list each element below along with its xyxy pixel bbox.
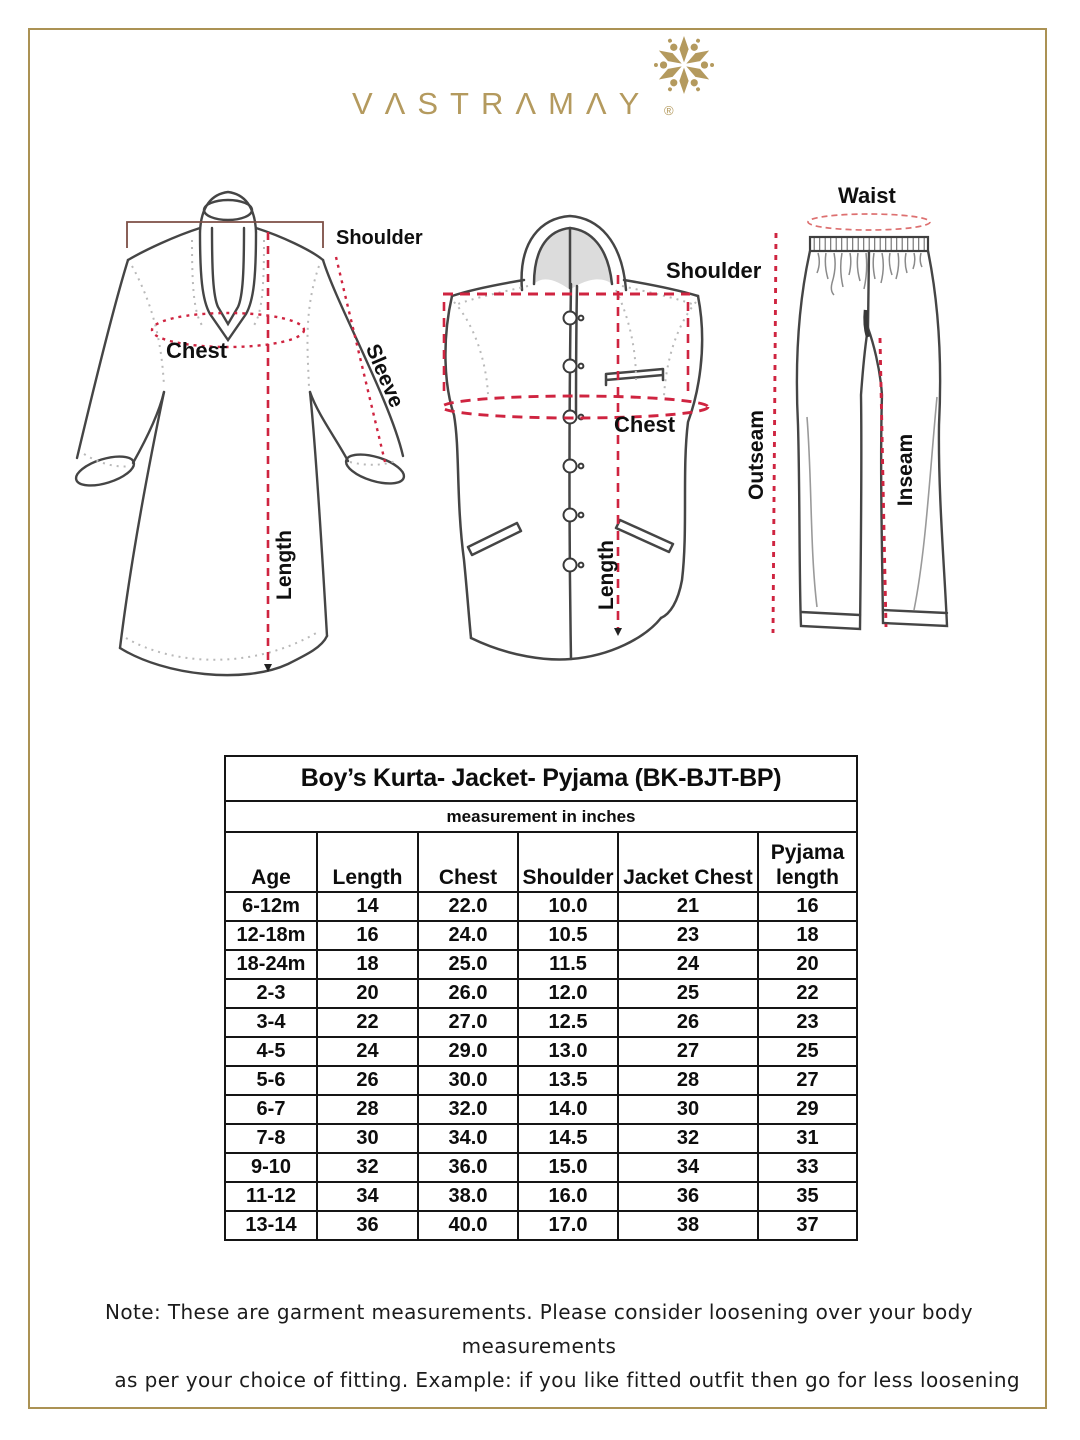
jacket-diagram bbox=[430, 170, 780, 730]
kurta-length-label: Length bbox=[273, 530, 296, 600]
table-cell: 34 bbox=[317, 1182, 418, 1211]
column-header-jacket-chest: Jacket Chest bbox=[618, 832, 758, 892]
table-row bbox=[225, 1124, 857, 1153]
table-cell: 6-12m bbox=[225, 892, 317, 921]
table-cell: 4-5 bbox=[225, 1037, 317, 1066]
table-cell: 27 bbox=[618, 1037, 758, 1066]
table-row bbox=[225, 1066, 857, 1095]
table-cell: 7-8 bbox=[225, 1124, 317, 1153]
table-cell: 11.5 bbox=[518, 950, 618, 979]
table-cell: 30 bbox=[618, 1095, 758, 1124]
column-header-pyjama-length: Pyjama length bbox=[758, 832, 857, 892]
jacket-measurement-lines bbox=[442, 275, 708, 636]
pyjama-outline bbox=[797, 251, 947, 629]
table-cell: 35 bbox=[758, 1182, 857, 1211]
table-cell: 23 bbox=[618, 921, 758, 950]
kurta-shoulder-label: Shoulder bbox=[336, 227, 423, 249]
table-cell: 32 bbox=[618, 1124, 758, 1153]
kurta-diagram bbox=[60, 170, 420, 730]
column-header-chest: Chest bbox=[418, 832, 518, 892]
table-cell: 22.0 bbox=[418, 892, 518, 921]
table-cell: 28 bbox=[317, 1095, 418, 1124]
table-cell: 16.0 bbox=[518, 1182, 618, 1211]
size-table bbox=[224, 755, 858, 1241]
column-header-age: Age bbox=[225, 832, 317, 892]
table-cell: 21 bbox=[618, 892, 758, 921]
table-cell: 36 bbox=[618, 1182, 758, 1211]
table-cell: 32 bbox=[317, 1153, 418, 1182]
table-cell: 40.0 bbox=[418, 1211, 518, 1240]
table-cell: 28 bbox=[618, 1066, 758, 1095]
table-cell: 32.0 bbox=[418, 1095, 518, 1124]
table-cell: 34 bbox=[618, 1153, 758, 1182]
table-cell: 18 bbox=[758, 921, 857, 950]
table-cell: 29 bbox=[758, 1095, 857, 1124]
flower-mandala-icon bbox=[648, 32, 720, 98]
table-cell: 24.0 bbox=[418, 921, 518, 950]
size-table-body bbox=[225, 892, 857, 1240]
table-cell: 13-14 bbox=[225, 1211, 317, 1240]
table-row bbox=[225, 979, 857, 1008]
kurta-measurement-lines bbox=[127, 222, 385, 672]
table-cell: 34.0 bbox=[418, 1124, 518, 1153]
table-cell: 11-12 bbox=[225, 1182, 317, 1211]
table-cell: 15.0 bbox=[518, 1153, 618, 1182]
table-row bbox=[225, 921, 857, 950]
table-cell: 2-3 bbox=[225, 979, 317, 1008]
table-cell: 10.5 bbox=[518, 921, 618, 950]
table-cell: 12.5 bbox=[518, 1008, 618, 1037]
table-cell: 25 bbox=[618, 979, 758, 1008]
table-cell: 18 bbox=[317, 950, 418, 979]
table-cell: 38.0 bbox=[418, 1182, 518, 1211]
table-row bbox=[225, 892, 857, 921]
kurta-outline bbox=[73, 192, 407, 675]
table-row bbox=[225, 1153, 857, 1182]
table-cell: 10.0 bbox=[518, 892, 618, 921]
table-title: Boy’s Kurta- Jacket- Pyjama (BK-BJT-BP) bbox=[225, 756, 857, 801]
table-cell: 22 bbox=[317, 1008, 418, 1037]
size-table-container bbox=[224, 755, 856, 1241]
table-cell: 12.0 bbox=[518, 979, 618, 1008]
table-cell: 12-18m bbox=[225, 921, 317, 950]
table-cell: 23 bbox=[758, 1008, 857, 1037]
measurement-note bbox=[30, 1295, 1048, 1397]
pyjama-waist-line bbox=[808, 214, 930, 230]
table-cell: 36.0 bbox=[418, 1153, 518, 1182]
table-cell: 36 bbox=[317, 1211, 418, 1240]
brand-logo-text: VΛSTRΛMΛY bbox=[352, 86, 652, 121]
table-cell: 16 bbox=[758, 892, 857, 921]
table-cell: 18-24m bbox=[225, 950, 317, 979]
table-cell: 13.0 bbox=[518, 1037, 618, 1066]
table-row bbox=[225, 1037, 857, 1066]
table-cell: 14.5 bbox=[518, 1124, 618, 1153]
table-cell: 27.0 bbox=[418, 1008, 518, 1037]
table-subtitle: measurement in inches bbox=[225, 801, 857, 832]
pyjama-inseam-label: Inseam bbox=[894, 433, 917, 507]
table-cell: 17.0 bbox=[518, 1211, 618, 1240]
table-row bbox=[225, 1182, 857, 1211]
table-cell: 30 bbox=[317, 1124, 418, 1153]
table-cell: 25.0 bbox=[418, 950, 518, 979]
table-cell: 31 bbox=[758, 1124, 857, 1153]
table-cell: 33 bbox=[758, 1153, 857, 1182]
table-header-row bbox=[225, 832, 857, 892]
table-cell: 6-7 bbox=[225, 1095, 317, 1124]
table-cell: 26.0 bbox=[418, 979, 518, 1008]
table-cell: 22 bbox=[758, 979, 857, 1008]
table-cell: 27 bbox=[758, 1066, 857, 1095]
table-cell: 24 bbox=[317, 1037, 418, 1066]
pyjama-outseam-line bbox=[773, 233, 776, 633]
table-row bbox=[225, 1095, 857, 1124]
pyjama-outseam-label: Outseam bbox=[745, 410, 768, 500]
table-cell: 13.5 bbox=[518, 1066, 618, 1095]
table-cell: 29.0 bbox=[418, 1037, 518, 1066]
table-cell: 26 bbox=[317, 1066, 418, 1095]
jacket-shoulder-label: Shoulder bbox=[666, 258, 762, 283]
jacket-neck-shade bbox=[534, 228, 612, 290]
table-cell: 38 bbox=[618, 1211, 758, 1240]
jacket-length-label: Length bbox=[595, 540, 618, 610]
pyjama-waistband bbox=[810, 237, 928, 251]
table-cell: 26 bbox=[618, 1008, 758, 1037]
table-cell: 14.0 bbox=[518, 1095, 618, 1124]
table-cell: 37 bbox=[758, 1211, 857, 1240]
table-cell: 14 bbox=[317, 892, 418, 921]
jacket-chest-label: Chest bbox=[614, 412, 676, 437]
table-cell: 20 bbox=[317, 979, 418, 1008]
kurta-chest-label: Chest bbox=[166, 338, 228, 363]
table-cell: 9-10 bbox=[225, 1153, 317, 1182]
registered-trademark-icon: ® bbox=[664, 103, 674, 118]
table-cell: 5-6 bbox=[225, 1066, 317, 1095]
table-cell: 16 bbox=[317, 921, 418, 950]
table-row bbox=[225, 1008, 857, 1037]
table-row bbox=[225, 950, 857, 979]
table-cell: 30.0 bbox=[418, 1066, 518, 1095]
column-header-shoulder: Shoulder bbox=[518, 832, 618, 892]
kurta-sleeve-label: Sleeve bbox=[360, 340, 409, 411]
note-line-1: Note: These are garment measurements. Please consider loosening over your body measurements bbox=[105, 1300, 973, 1358]
column-header-length: Length bbox=[317, 832, 418, 892]
table-cell: 20 bbox=[758, 950, 857, 979]
table-row bbox=[225, 1211, 857, 1240]
table-cell: 24 bbox=[618, 950, 758, 979]
table-cell: 25 bbox=[758, 1037, 857, 1066]
note-line-2: as per your choice of fitting. Example: if you like fitted outfit then go for less loosening bbox=[114, 1368, 1020, 1392]
kurta-stitch-dotted bbox=[84, 240, 398, 660]
jacket-buttons bbox=[564, 312, 584, 572]
table-cell: 3-4 bbox=[225, 1008, 317, 1037]
pyjama-waist-label: Waist bbox=[838, 183, 896, 208]
